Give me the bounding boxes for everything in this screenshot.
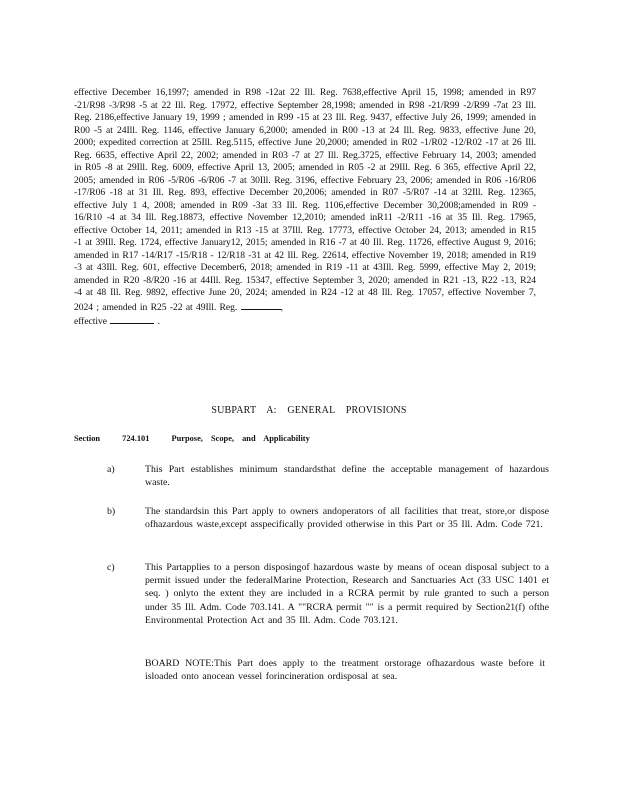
history-end: . (157, 316, 161, 327)
history-sep: , (280, 301, 283, 313)
item-label: c) (107, 562, 115, 573)
item-label: a) (107, 464, 115, 475)
section-title: Purpose, Scope, and Applicability (171, 434, 310, 443)
section-heading (74, 434, 554, 443)
history-blank-2 (110, 314, 154, 324)
item-label: b) (107, 506, 116, 517)
section-label: Section (74, 434, 101, 443)
history-paragraph (74, 87, 536, 329)
section-number: 724.101 (122, 434, 150, 443)
history-text: effective December 16,1997; amended in R98 -12at 22 Ill. Reg. 7638,effective April 15, 1998; amended in R97 -21/R98 -3/R98 -5 at 22 Ill. Reg. 17972, effective September 28,1998; amended in R98 -21/R99 -2/R99 -7at 23 Ill. Reg. 2186,effective January 19, 1999 ; amended in R99 -15 at 23 Ill. Reg. 9437, effective July 26, 1999; amended in R00 -5 at 24Ill. Reg. 1146, effective January 6,2000; amended in R00 -13 at 24 Ill. Reg. 9833, effective June 20, 2000; expedited correction at 25Ill. Reg.5115, effective June 20,2000; amended in R02 -1/R02 -12/R02 -17 at 26 Ill. Reg. 6635, effective April 22, 2002; amended in R03 -7 at 27 Ill. Reg.3725, effective February 14, 2003; amended in R05 -8 at 29Ill. Reg. 6009, effective April 13, 2005; amended in R05 -2 at 29Ill. Reg. 6 365, effective April 22, 2005; amended in R06 -5/R06 -6/R06 -7 at 30Ill. Reg. 3196, effective February 23, 2006; amended in R06 -16/R06 -17/R06 -18 at 31 Ill. Reg. 893, effective December 20,2006; amended in R07 -5/R07 -14 at 32Ill. Reg. 12365, effective July 1 4, 2008; amended in R09 -3at 33 Ill. Reg. 1106,effective December 30,2008;amended in R09 - 16/R10 -4 at 34 Ill. Reg.18873, effective November 12,2010; amended inR11 -2/R11 -16 at 35 Ill. Reg. 17965, effective October 14, 2011; amended in R13 -15 at 37Ill. Reg. 17773, effective October 24, 2013; amended in R15 -1 at 39Ill. Reg. 1724, effective January12, 2015; amended in R16 -7 at 40 Ill. Reg. 11726, effective August 9, 2016; amended in R17 -14/R17 -15/R18 - 12/R18 -31 at 42 Ill. Reg. 22614, effective November 19, 2018; amended in R19 -3 at 43Ill. Reg. 601, effective December6, 2018; amended in R19 -11 at 43Ill. Reg. 5999, effective May 2, 2019; amended in R20 -8/R20 -16 at 44Ill. Reg. 15347, effective September 3, 2020; amended in R21 -13, R22 -13, R24 -4 at 48 Ill. Reg. 9892, effective June 20, 2024; amended in R24 -12 at 48 Ill. Reg. 17057, effective November 7, 2024 ; amended in R25 -22 at 49Ill. Reg. (74, 87, 536, 313)
item-text: This Partapplies to a person disposingof hazardous waste by means of ocean disposal subject to a permit issued under the federalMarine Protection, Research and Sanctuaries Act (33 USC 1401 et seq. ) onlyto the extent they are included in a RCRA permit by rule granted to such a person under 35 Ill. Adm. Code 703.141. A ""RCRA permit "" is a permit required by Section21(f) ofthe Environmental Protection Act and 35 Ill. Adm. Code 703.121. (145, 562, 549, 626)
history-blank-1 (241, 300, 281, 310)
board-note: BOARD NOTE:This Part does apply to the treatment orstorage ofhazardous waste before it isloaded onto anocean vessel forincineration ordisposal at sea. (145, 658, 545, 683)
item-text: The standardsin this Part apply to owners andoperators of all facilities that treat, store,or dispose ofhazardous waste,except asspecifically provided otherwise in this Part or 35 Ill. Adm. Code 721. (145, 506, 549, 531)
item-text: This Part establishes minimum standardsthat define the acceptable management of hazardous waste. (145, 464, 549, 489)
history-effective: effective (74, 316, 107, 327)
subpart-heading: SUBPART A: GENERAL PROVISIONS (211, 405, 407, 416)
